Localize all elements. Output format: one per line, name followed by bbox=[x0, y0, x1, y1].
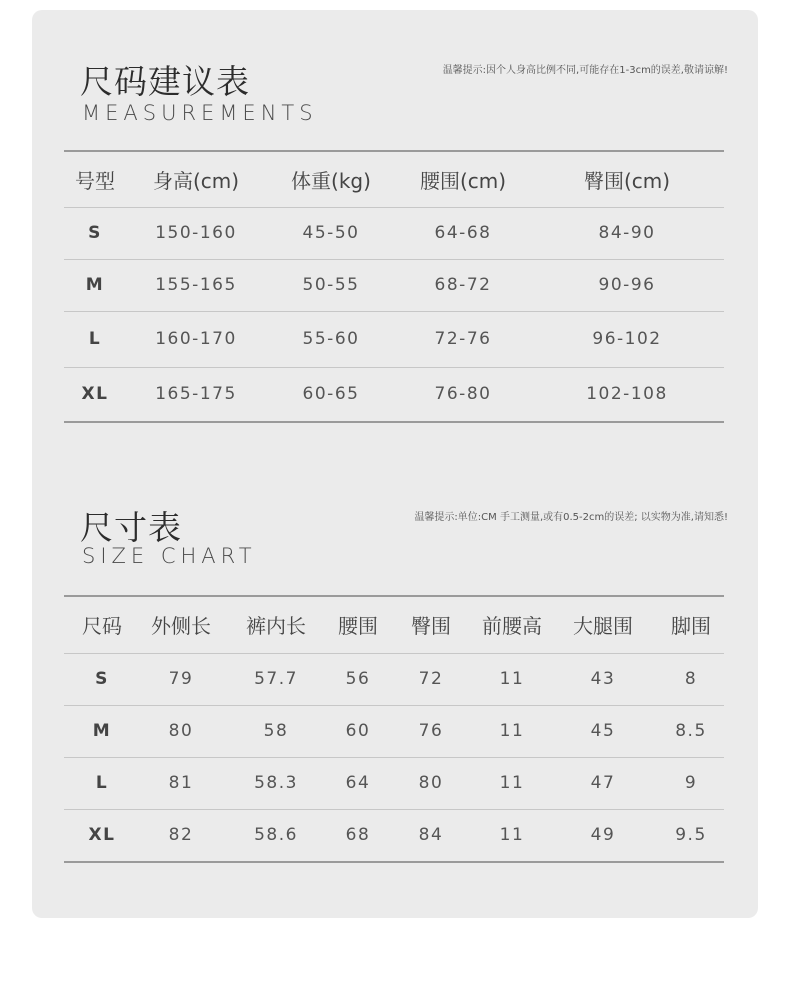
size-chart-table bbox=[64, 595, 724, 863]
table-cell: 84 bbox=[418, 825, 444, 846]
table-cell: 9.5 bbox=[675, 825, 707, 846]
table-cell: 72-76 bbox=[434, 329, 492, 349]
table-cell: 58.3 bbox=[254, 773, 298, 793]
table-cell: 58 bbox=[263, 721, 289, 741]
table-cell: 50-55 bbox=[302, 275, 360, 295]
table-cell: 76-80 bbox=[434, 384, 492, 405]
column-header: 尺码 bbox=[82, 614, 122, 639]
column-header: 腰围 bbox=[338, 614, 378, 639]
table-cell: 80 bbox=[168, 721, 194, 741]
table-cell: 68 bbox=[345, 825, 371, 846]
size-chart-subtitle: SIZE CHART bbox=[82, 544, 257, 568]
table-row bbox=[64, 207, 724, 259]
size-cell: XL bbox=[88, 825, 116, 846]
column-header: 脚围 bbox=[671, 614, 711, 639]
table-cell: 45-50 bbox=[302, 223, 360, 243]
measurements-tip: 温馨提示:因个人身高比例不同,可能存在1-3cm的误差,敬请谅解! bbox=[442, 65, 728, 76]
table-cell: 155-165 bbox=[155, 275, 237, 295]
table-cell: 11 bbox=[499, 825, 525, 846]
table-row bbox=[64, 809, 724, 862]
table-cell: 8 bbox=[684, 669, 698, 689]
table-cell: 160-170 bbox=[155, 329, 237, 349]
table-cell: 11 bbox=[499, 773, 525, 793]
measurements-table bbox=[64, 150, 724, 423]
table-cell: 102-108 bbox=[586, 384, 668, 405]
table-cell: 8.5 bbox=[675, 721, 707, 741]
size-cell: S bbox=[88, 223, 102, 243]
column-header: 号型 bbox=[75, 168, 115, 193]
table-cell: 45 bbox=[590, 721, 616, 741]
table-cell: 58.6 bbox=[254, 825, 298, 846]
column-header: 臀围 bbox=[411, 614, 451, 639]
table-cell: 79 bbox=[168, 669, 194, 689]
size-cell: M bbox=[92, 721, 112, 741]
column-header: 体重(kg) bbox=[291, 168, 371, 193]
table-row bbox=[64, 311, 724, 367]
table-cell: 43 bbox=[590, 669, 616, 689]
table-cell: 90-96 bbox=[598, 275, 656, 295]
table-cell: 49 bbox=[590, 825, 616, 846]
table-cell: 81 bbox=[168, 773, 194, 793]
table-cell: 11 bbox=[499, 669, 525, 689]
table-cell: 80 bbox=[418, 773, 444, 793]
table-row bbox=[64, 653, 724, 705]
table-row bbox=[64, 757, 724, 809]
table-cell: 9 bbox=[684, 773, 698, 793]
table-cell: 64 bbox=[345, 773, 371, 793]
table-cell: 60 bbox=[345, 721, 371, 741]
table-row bbox=[64, 259, 724, 311]
table-row bbox=[64, 367, 724, 422]
size-guide-card bbox=[32, 10, 758, 918]
table-cell: 82 bbox=[168, 825, 194, 846]
size-cell: L bbox=[95, 773, 109, 793]
table-cell: 60-65 bbox=[302, 384, 360, 405]
column-header: 臀围(cm) bbox=[583, 168, 671, 193]
column-header: 裤内长 bbox=[246, 614, 306, 639]
column-header: 前腰高 bbox=[482, 614, 542, 639]
measurements-title: 尺码建议表 bbox=[80, 62, 250, 101]
table-cell: 96-102 bbox=[592, 329, 662, 349]
table-cell: 11 bbox=[499, 721, 525, 741]
size-cell: XL bbox=[81, 384, 109, 405]
table-cell: 56 bbox=[345, 669, 371, 689]
size-chart-title: 尺寸表 bbox=[80, 508, 182, 547]
table-cell: 72 bbox=[418, 669, 444, 689]
size-cell: L bbox=[88, 329, 102, 349]
table-cell: 76 bbox=[418, 721, 444, 741]
column-header: 腰围(cm) bbox=[419, 168, 507, 193]
column-header: 外侧长 bbox=[151, 614, 211, 639]
size-cell: M bbox=[85, 275, 105, 295]
table-row bbox=[64, 705, 724, 757]
measurements-subtitle: MEASUREMENTS bbox=[82, 101, 318, 125]
table-header-row bbox=[64, 151, 724, 207]
table-cell: 55-60 bbox=[302, 329, 360, 349]
table-cell: 150-160 bbox=[155, 223, 237, 243]
column-header: 身高(cm) bbox=[152, 168, 240, 193]
table-cell: 165-175 bbox=[155, 384, 237, 405]
column-header: 大腿围 bbox=[573, 614, 633, 639]
table-header-row bbox=[64, 596, 724, 653]
size-cell: S bbox=[95, 669, 109, 689]
table-cell: 84-90 bbox=[598, 223, 656, 243]
table-cell: 47 bbox=[590, 773, 616, 793]
table-cell: 68-72 bbox=[434, 275, 492, 295]
size-chart-tip: 温馨提示:单位:CM 手工测量,或有0.5-2cm的误差; 以实物为准,请知悉! bbox=[414, 512, 728, 523]
table-cell: 64-68 bbox=[434, 223, 492, 243]
table-cell: 57.7 bbox=[254, 669, 298, 689]
